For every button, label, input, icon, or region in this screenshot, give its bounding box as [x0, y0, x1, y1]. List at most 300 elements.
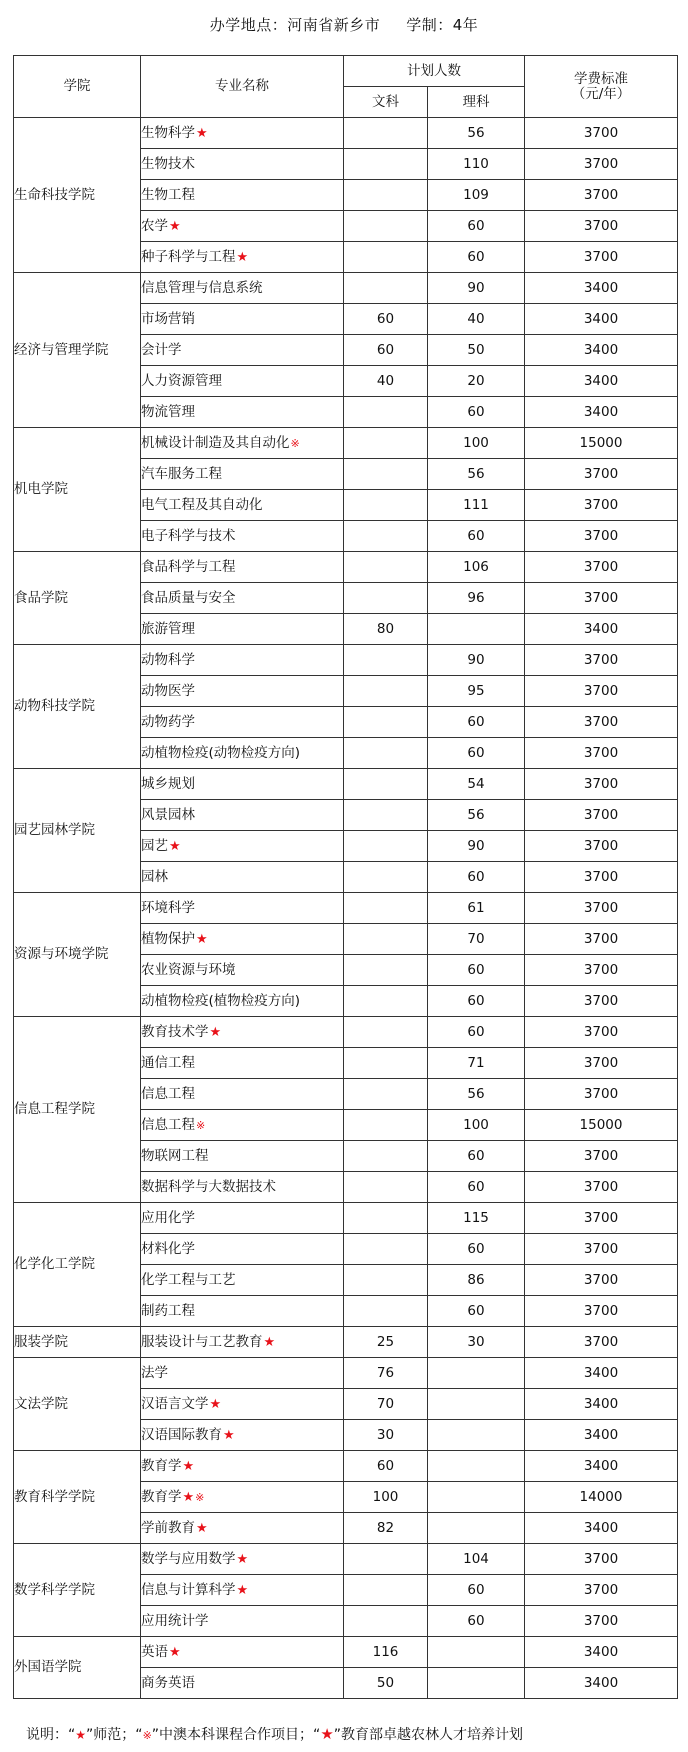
- science-cell: 40: [428, 304, 525, 335]
- enrollment-plan-table: [13, 55, 678, 1699]
- fee-cell: 3700: [525, 955, 678, 986]
- table-row: [14, 1451, 678, 1482]
- table-row: [14, 1637, 678, 1668]
- major-name: 信息工程: [141, 1116, 195, 1133]
- major-name: 农业资源与环境: [141, 961, 236, 978]
- major-cell: [141, 1513, 344, 1544]
- science-cell: [428, 1420, 525, 1451]
- major-name: 动植物检疫(动物检疫方向): [141, 744, 301, 761]
- major-name: 农学: [141, 217, 168, 234]
- arts-cell: 50: [344, 1668, 428, 1699]
- major-name: 生物技术: [141, 155, 195, 172]
- major-name: 教育学: [141, 1457, 182, 1474]
- fee-cell: 3700: [525, 1296, 678, 1327]
- science-cell: 60: [428, 1141, 525, 1172]
- college-cell: 生命科技学院: [14, 118, 141, 273]
- major-cell: [141, 986, 344, 1017]
- major-name: 园艺: [141, 837, 168, 854]
- fee-cell: 3700: [525, 521, 678, 552]
- science-cell: [428, 1358, 525, 1389]
- major-name: 风景园林: [141, 806, 195, 823]
- major-cell: [141, 1296, 344, 1327]
- science-cell: 60: [428, 1234, 525, 1265]
- major-cell: [141, 1110, 344, 1141]
- major-cell: [141, 1079, 344, 1110]
- major-cell: [141, 1668, 344, 1699]
- fee-cell: 3700: [525, 862, 678, 893]
- major-name: 制药工程: [141, 1302, 195, 1319]
- fee-cell: 3400: [525, 1513, 678, 1544]
- major-name: 数据科学与大数据技术: [141, 1178, 276, 1195]
- fee-cell: 3700: [525, 1544, 678, 1575]
- arts-cell: [344, 459, 428, 490]
- major-cell: [141, 1265, 344, 1296]
- arts-cell: [344, 645, 428, 676]
- arts-cell: [344, 273, 428, 304]
- table-row: [14, 893, 678, 924]
- science-cell: 100: [428, 1110, 525, 1141]
- major-name: 汉语国际教育: [141, 1426, 222, 1443]
- coop-mark-icon: ※: [142, 1729, 152, 1742]
- fee-cell: 3400: [525, 1668, 678, 1699]
- major-name: 物联网工程: [141, 1147, 209, 1164]
- table-row: [14, 1358, 678, 1389]
- fee-cell: 3700: [525, 180, 678, 211]
- fee-cell: 3700: [525, 800, 678, 831]
- science-cell: 60: [428, 1172, 525, 1203]
- arts-cell: 40: [344, 366, 428, 397]
- fee-cell: 3700: [525, 769, 678, 800]
- table-row: [14, 428, 678, 459]
- major-cell: [141, 645, 344, 676]
- arts-cell: 100: [344, 1482, 428, 1513]
- arts-cell: 82: [344, 1513, 428, 1544]
- major-name: 数学与应用数学: [141, 1550, 236, 1567]
- arts-cell: [344, 1544, 428, 1575]
- major-cell: [141, 1203, 344, 1234]
- table-body: [14, 118, 678, 1699]
- normal-mark-icon: ★: [196, 125, 208, 141]
- fee-cell: 15000: [525, 428, 678, 459]
- major-name: 会计学: [141, 341, 182, 358]
- arts-cell: [344, 1234, 428, 1265]
- fee-cell: 3700: [525, 1172, 678, 1203]
- arts-cell: 25: [344, 1327, 428, 1358]
- arts-cell: [344, 769, 428, 800]
- arts-cell: [344, 955, 428, 986]
- science-cell: 104: [428, 1544, 525, 1575]
- major-name: 信息管理与信息系统: [141, 279, 263, 296]
- major-cell: [141, 1420, 344, 1451]
- fee-cell: 3400: [525, 1637, 678, 1668]
- fee-cell: 3700: [525, 645, 678, 676]
- major-cell: [141, 490, 344, 521]
- coop-mark-icon: ※: [195, 1490, 205, 1504]
- arts-cell: [344, 676, 428, 707]
- arts-cell: [344, 924, 428, 955]
- major-name: 信息与计算科学: [141, 1581, 236, 1598]
- major-cell: [141, 428, 344, 459]
- location-text: 办学地点：河南省新乡市: [209, 16, 381, 34]
- fee-cell: 3400: [525, 1358, 678, 1389]
- major-name: 生物工程: [141, 186, 195, 203]
- fee-cell: 3700: [525, 118, 678, 149]
- arts-cell: [344, 1017, 428, 1048]
- science-cell: [428, 1451, 525, 1482]
- major-cell: [141, 583, 344, 614]
- arts-cell: 76: [344, 1358, 428, 1389]
- science-cell: 30: [428, 1327, 525, 1358]
- fee-cell: 14000: [525, 1482, 678, 1513]
- major-cell: [141, 366, 344, 397]
- major-cell: [141, 676, 344, 707]
- science-cell: 60: [428, 1575, 525, 1606]
- science-cell: [428, 1482, 525, 1513]
- fee-cell: 3700: [525, 707, 678, 738]
- header-science: 理科: [428, 87, 525, 118]
- arts-cell: 80: [344, 614, 428, 645]
- arts-cell: [344, 800, 428, 831]
- college-cell: 食品学院: [14, 552, 141, 645]
- fee-cell: 3700: [525, 831, 678, 862]
- major-cell: [141, 304, 344, 335]
- major-cell: [141, 552, 344, 583]
- science-cell: [428, 1637, 525, 1668]
- header-fee: [525, 56, 678, 118]
- major-name: 动植物检疫(植物检疫方向): [141, 992, 301, 1009]
- arts-cell: [344, 397, 428, 428]
- major-cell: [141, 1234, 344, 1265]
- major-name: 汽车服务工程: [141, 465, 222, 482]
- college-cell: 资源与环境学院: [14, 893, 141, 1017]
- science-cell: 90: [428, 645, 525, 676]
- college-cell: 文法学院: [14, 1358, 141, 1451]
- major-cell: [141, 1048, 344, 1079]
- major-name: 物流管理: [141, 403, 195, 420]
- fee-cell: 3700: [525, 1203, 678, 1234]
- normal-star-icon: ★: [75, 1728, 87, 1742]
- science-cell: 56: [428, 1079, 525, 1110]
- arts-cell: [344, 180, 428, 211]
- major-cell: [141, 273, 344, 304]
- normal-mark-icon: ★: [169, 1644, 181, 1660]
- arts-cell: [344, 583, 428, 614]
- major-name: 市场营销: [141, 310, 195, 327]
- major-name: 教育技术学: [141, 1023, 209, 1040]
- major-cell: [141, 862, 344, 893]
- fee-cell: 3700: [525, 1017, 678, 1048]
- major-name: 食品科学与工程: [141, 558, 236, 575]
- major-name: 电子科学与技术: [141, 527, 236, 544]
- major-name: 应用化学: [141, 1209, 195, 1226]
- fee-cell: 3700: [525, 459, 678, 490]
- science-cell: 115: [428, 1203, 525, 1234]
- major-name: 应用统计学: [141, 1612, 209, 1629]
- arts-cell: [344, 118, 428, 149]
- science-cell: 110: [428, 149, 525, 180]
- note-coop-label: 中澳本科课程合作项目；: [159, 1727, 314, 1743]
- science-cell: 60: [428, 521, 525, 552]
- fee-cell: 3400: [525, 1420, 678, 1451]
- major-name: 材料化学: [141, 1240, 195, 1257]
- college-cell: 信息工程学院: [14, 1017, 141, 1203]
- note-prefix: 说明：: [26, 1727, 68, 1743]
- major-name: 种子科学与工程: [141, 248, 236, 265]
- header-college: 学院: [14, 56, 141, 118]
- major-name: 旅游管理: [141, 620, 195, 637]
- table-row: [14, 1327, 678, 1358]
- fee-cell: 3700: [525, 1141, 678, 1172]
- elite-mark-icon: ★: [196, 931, 208, 947]
- major-cell: [141, 1172, 344, 1203]
- fee-cell: 3700: [525, 986, 678, 1017]
- fee-cell: 3700: [525, 211, 678, 242]
- fee-cell: 3400: [525, 1389, 678, 1420]
- header-fee-line2: （元/年）: [571, 85, 631, 102]
- science-cell: 100: [428, 428, 525, 459]
- fee-cell: 3400: [525, 614, 678, 645]
- fee-cell: 3700: [525, 242, 678, 273]
- normal-mark-icon: ★: [263, 1334, 276, 1350]
- major-name: 机械设计制造及其自动化: [141, 434, 290, 451]
- arts-cell: [344, 738, 428, 769]
- table-row: [14, 1017, 678, 1048]
- table-row: [14, 769, 678, 800]
- major-cell: [141, 1637, 344, 1668]
- duration-text: 学制：4年: [406, 16, 479, 34]
- fee-cell: 3700: [525, 1079, 678, 1110]
- science-cell: 60: [428, 1606, 525, 1637]
- major-name: 信息工程: [141, 1085, 195, 1102]
- fee-cell: 15000: [525, 1110, 678, 1141]
- college-cell: 教育科学学院: [14, 1451, 141, 1544]
- major-cell: [141, 1389, 344, 1420]
- fee-cell: 3400: [525, 335, 678, 366]
- college-cell: 动物科技学院: [14, 645, 141, 769]
- major-cell: [141, 180, 344, 211]
- coop-mark-icon: ※: [290, 436, 300, 450]
- science-cell: 60: [428, 738, 525, 769]
- table-row: [14, 118, 678, 149]
- arts-cell: [344, 552, 428, 583]
- fee-cell: 3700: [525, 738, 678, 769]
- science-cell: 109: [428, 180, 525, 211]
- college-cell: 化学化工学院: [14, 1203, 141, 1327]
- arts-cell: 116: [344, 1637, 428, 1668]
- science-cell: [428, 1389, 525, 1420]
- science-cell: 96: [428, 583, 525, 614]
- fee-cell: 3700: [525, 924, 678, 955]
- major-cell: [141, 800, 344, 831]
- science-cell: [428, 614, 525, 645]
- header-fee-line1: 学费标准: [574, 70, 628, 87]
- science-cell: 95: [428, 676, 525, 707]
- normal-mark-icon: ★: [182, 1458, 195, 1474]
- major-cell: [141, 1575, 344, 1606]
- arts-cell: [344, 1296, 428, 1327]
- normal-mark-icon: ★: [223, 1427, 235, 1443]
- major-cell: [141, 1544, 344, 1575]
- normal-mark-icon: ★: [236, 1582, 249, 1598]
- table-row: [14, 552, 678, 583]
- fee-cell: 3700: [525, 1265, 678, 1296]
- science-cell: 60: [428, 707, 525, 738]
- major-cell: [141, 738, 344, 769]
- science-cell: 106: [428, 552, 525, 583]
- arts-cell: [344, 1575, 428, 1606]
- major-cell: [141, 1327, 344, 1358]
- arts-cell: [344, 1172, 428, 1203]
- major-name: 学前教育: [141, 1519, 195, 1536]
- science-cell: 70: [428, 924, 525, 955]
- science-cell: [428, 1668, 525, 1699]
- arts-cell: [344, 1110, 428, 1141]
- major-cell: [141, 893, 344, 924]
- normal-mark-icon: ★: [209, 1396, 222, 1412]
- science-cell: 90: [428, 831, 525, 862]
- arts-cell: 60: [344, 304, 428, 335]
- arts-cell: [344, 242, 428, 273]
- science-cell: 60: [428, 242, 525, 273]
- elite-star-icon: ★: [320, 1725, 334, 1743]
- arts-cell: [344, 893, 428, 924]
- major-cell: [141, 211, 344, 242]
- major-cell: [141, 1451, 344, 1482]
- major-name: 动物科学: [141, 651, 195, 668]
- fee-cell: 3700: [525, 893, 678, 924]
- major-cell: [141, 118, 344, 149]
- fee-cell: 3700: [525, 1048, 678, 1079]
- major-cell: [141, 769, 344, 800]
- major-cell: [141, 955, 344, 986]
- major-cell: [141, 459, 344, 490]
- college-cell: 数学科学学院: [14, 1544, 141, 1637]
- major-name: 环境科学: [141, 899, 195, 916]
- science-cell: 56: [428, 118, 525, 149]
- major-name: 人力资源管理: [141, 372, 222, 389]
- college-cell: 园艺园林学院: [14, 769, 141, 893]
- major-name: 法学: [141, 1364, 168, 1381]
- science-cell: 111: [428, 490, 525, 521]
- fee-cell: 3400: [525, 397, 678, 428]
- major-name: 英语: [141, 1643, 168, 1660]
- fee-cell: 3700: [525, 1327, 678, 1358]
- normal-mark-icon: ★: [209, 1024, 222, 1040]
- major-name: 电气工程及其自动化: [141, 496, 263, 513]
- fee-cell: 3700: [525, 149, 678, 180]
- table-row: [14, 645, 678, 676]
- major-name: 植物保护: [141, 930, 195, 947]
- major-name: 汉语言文学: [141, 1395, 209, 1412]
- science-cell: 54: [428, 769, 525, 800]
- legend-note: 说明：“★”师范；“※”中澳本科课程合作项目；“★”教育部卓越农林人才培养计划: [26, 1725, 524, 1743]
- note-normal-label: 师范；: [93, 1727, 136, 1743]
- major-name: 商务英语: [141, 1674, 195, 1691]
- fee-cell: 3700: [525, 1234, 678, 1265]
- fee-cell: 3700: [525, 583, 678, 614]
- fee-cell: 3400: [525, 366, 678, 397]
- science-cell: 60: [428, 1017, 525, 1048]
- science-cell: 60: [428, 211, 525, 242]
- science-cell: 60: [428, 862, 525, 893]
- arts-cell: [344, 831, 428, 862]
- major-cell: [141, 614, 344, 645]
- science-cell: 60: [428, 986, 525, 1017]
- major-name: 服装设计与工艺教育: [141, 1333, 263, 1350]
- science-cell: 90: [428, 273, 525, 304]
- major-name: 城乡规划: [141, 775, 195, 792]
- major-name: 化学工程与工艺: [141, 1271, 236, 1288]
- table-row: [14, 1203, 678, 1234]
- science-cell: 60: [428, 955, 525, 986]
- arts-cell: [344, 1606, 428, 1637]
- note-elite-label: 教育部卓越农林人才培养计划: [341, 1727, 524, 1743]
- major-name: 动物医学: [141, 682, 195, 699]
- arts-cell: [344, 521, 428, 552]
- major-name: 教育学: [141, 1488, 182, 1505]
- fee-cell: 3700: [525, 490, 678, 521]
- major-name: 通信工程: [141, 1054, 195, 1071]
- fee-cell: 3700: [525, 552, 678, 583]
- arts-cell: [344, 1048, 428, 1079]
- arts-cell: 60: [344, 335, 428, 366]
- major-cell: [141, 397, 344, 428]
- fee-cell: 3400: [525, 1451, 678, 1482]
- normal-mark-icon: ★: [236, 1551, 249, 1567]
- arts-cell: [344, 862, 428, 893]
- major-cell: [141, 924, 344, 955]
- major-cell: [141, 1017, 344, 1048]
- arts-cell: [344, 1079, 428, 1110]
- fee-cell: 3400: [525, 273, 678, 304]
- arts-cell: [344, 428, 428, 459]
- arts-cell: [344, 1203, 428, 1234]
- table-row: [14, 1544, 678, 1575]
- science-cell: 86: [428, 1265, 525, 1296]
- major-cell: [141, 335, 344, 366]
- arts-cell: 30: [344, 1420, 428, 1451]
- science-cell: 60: [428, 397, 525, 428]
- science-cell: 20: [428, 366, 525, 397]
- coop-mark-icon: ※: [196, 1118, 206, 1132]
- major-cell: [141, 1482, 344, 1513]
- college-cell: 外国语学院: [14, 1637, 141, 1699]
- science-cell: 61: [428, 893, 525, 924]
- arts-cell: 70: [344, 1389, 428, 1420]
- major-cell: [141, 831, 344, 862]
- normal-mark-icon: ★: [196, 1520, 208, 1536]
- major-cell: [141, 242, 344, 273]
- major-name: 食品质量与安全: [141, 589, 236, 606]
- arts-cell: [344, 986, 428, 1017]
- major-cell: [141, 1141, 344, 1172]
- fee-cell: 3700: [525, 676, 678, 707]
- arts-cell: [344, 211, 428, 242]
- major-cell: [141, 149, 344, 180]
- science-cell: 56: [428, 800, 525, 831]
- major-cell: [141, 1606, 344, 1637]
- arts-cell: 60: [344, 1451, 428, 1482]
- science-cell: [428, 1513, 525, 1544]
- normal-mark-icon: ★: [182, 1489, 195, 1505]
- arts-cell: [344, 149, 428, 180]
- major-name: 园林: [141, 868, 168, 885]
- college-cell: 经济与管理学院: [14, 273, 141, 428]
- college-cell: 机电学院: [14, 428, 141, 552]
- page-heading: [0, 14, 688, 35]
- major-cell: [141, 521, 344, 552]
- elite-mark-icon: ★: [236, 249, 249, 265]
